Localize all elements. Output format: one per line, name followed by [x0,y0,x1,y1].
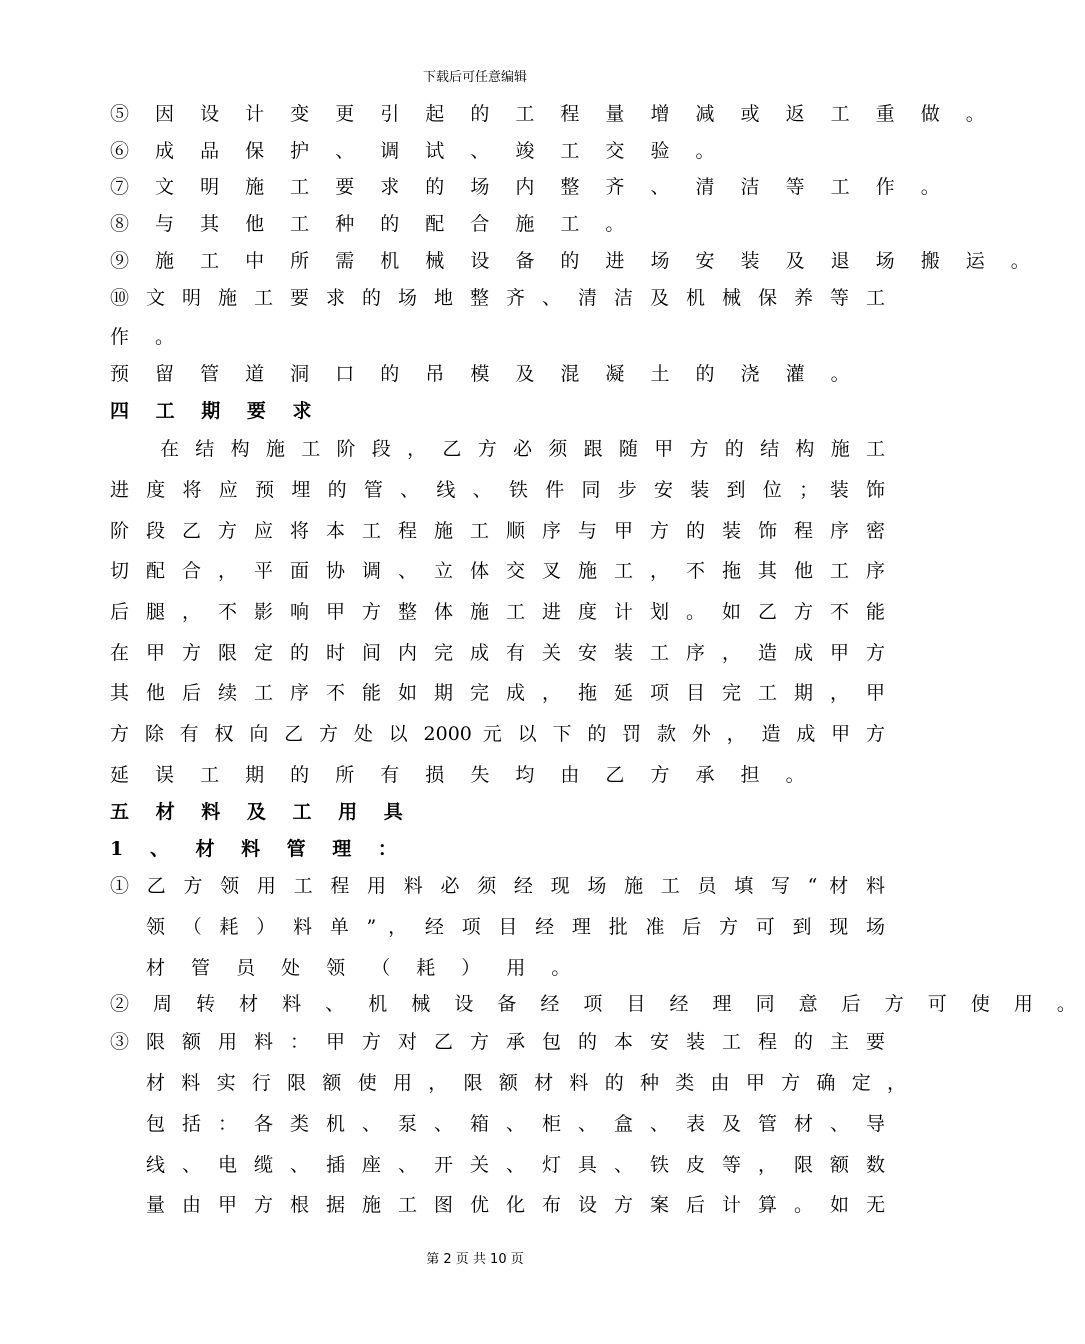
text-line: ⑩ 文 明 施 工 要 求 的 场 地 整 齐 、 清 洁 及 机 械 保 养 等 工 [110,287,885,309]
list-item-cont: 材 料 实 行 限 额 使 用 ， 限 额 材 料 的 种 类 由 甲 方 确 定 ， [146,1072,906,1094]
list-item-cont: 包 括 ： 各 类 机 、 泵 、 箱 、 柜 、 盒 、 表 及 管 材 、 导 [146,1113,885,1135]
page-header: 下载后可任意编辑 [422,70,527,85]
page-footer: 第 2 页 共 10 页 [426,1252,524,1267]
list-item-cont: 量 由 甲 方 根 据 施 工 图 优 化 布 设 方 案 后 计 算 。 如 无 [146,1194,885,1216]
paragraph-line: 其 他 后 续 工 序 不 能 如 期 完 成 ， 拖 延 项 目 完 工 期 ， 甲 [110,682,885,704]
list-item-cont: 线 、 电 缆 、 插 座 、 开 关 、 灯 具 、 铁 皮 等 ， 限 额 数 [146,1154,885,1176]
text-line: ⑧ 与 其 他 工 种 的 配 合 施 工 。 [110,213,635,235]
paragraph-line: 进 度 将 应 预 埋 的 管 、 线 、 铁 件 同 步 安 装 到 位 ； 装 饰 [110,479,885,501]
text-line: ⑦ 文 明 施 工 要 求 的 场 内 整 齐 、 清 洁 等 工 作 。 [110,176,950,198]
text-line: ⑤ 因 设 计 变 更 引 起 的 工 程 量 增 减 或 返 工 重 做 。 [110,103,995,125]
list-item: ① 乙 方 领 用 工 程 用 料 必 须 经 现 场 施 工 员 填 写 “ 材 料 [110,875,885,897]
list-item-cont: 领 （ 耗 ） 料 单 ” ， 经 项 目 经 理 批 准 后 方 可 到 现 场 [146,916,885,938]
paragraph-line: 后 腿 ， 不 影 响 甲 方 整 体 施 工 进 度 计 划 。 如 乙 方 不 能 [110,601,885,623]
subsection-heading: 1 、 材 料 管 理 ： [110,838,407,860]
paragraph-line: 在 结 构 施 工 阶 段 ， 乙 方 必 须 跟 随 甲 方 的 结 构 施 工 [160,438,885,460]
section-heading: 四 工 期 要 求 [110,400,322,422]
paragraph-line: 切 配 合 ， 平 面 协 调 、 立 体 交 叉 施 工 ， 不 拖 其 他 工 序 [110,560,885,582]
paragraph-line: 延 误 工 期 的 所 有 损 失 均 由 乙 方 承 担 。 [110,764,815,786]
list-item: ② 周 转 材 料 、 机 械 设 备 经 项 目 经 理 同 意 后 方 可 使 用 。 [110,993,1085,1015]
paragraph-line: 在 甲 方 限 定 的 时 间 内 完 成 有 关 安 装 工 序 ， 造 成 甲 方 [110,642,885,664]
paragraph-line: 阶 段 乙 方 应 将 本 工 程 施 工 顺 序 与 甲 方 的 装 饰 程 序 密 [110,520,885,542]
text-line: 作 。 [110,326,185,348]
paragraph-line: 方 除 有 权 向 乙 方 处 以 2000 元 以 下 的 罚 款 外 ， 造 成 甲 方 [110,723,885,745]
section-heading: 五 材 料 及 工 用 具 [110,801,413,823]
list-item-cont: 材 管 员 处 领 （ 耗 ） 用 。 [146,957,581,979]
text-line: 预 留 管 道 洞 口 的 吊 模 及 混 凝 土 的 浇 灌 。 [110,363,860,385]
list-item: ③ 限 额 用 料 ： 甲 方 对 乙 方 承 包 的 本 安 装 工 程 的 主 要 [110,1031,885,1053]
text-line: ⑥ 成 品 保 护 、 调 试 、 竣 工 交 验 。 [110,140,725,162]
text-line: ⑨ 施 工 中 所 需 机 械 设 备 的 进 场 安 装 及 退 场 搬 运 。 [110,250,1040,272]
